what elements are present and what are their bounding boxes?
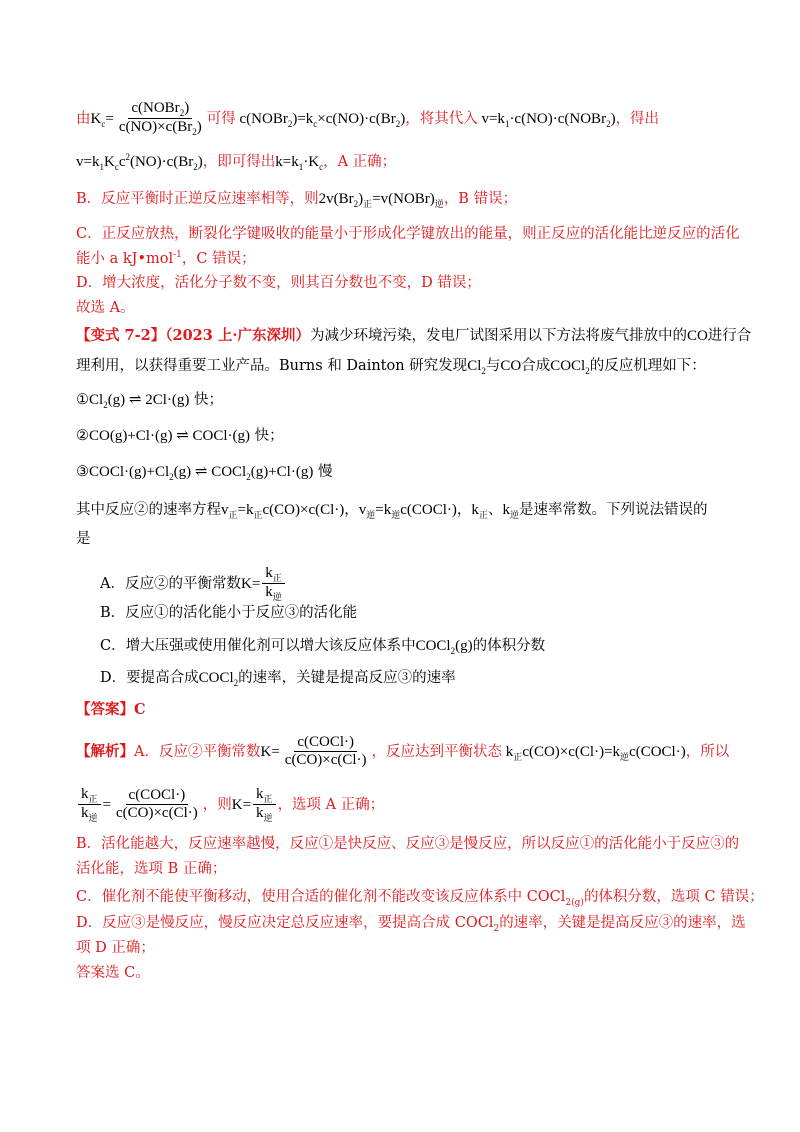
solution-d: D．增大浓度，活化分子数不变，则其百分数也不变，D 错误； [76,275,481,291]
analysis-a-line2: $\frac{k_正}{k_逆}$ = $\frac{\text{c(COCl·)}}{c(CO)\times c(Cl\cdot)}$ ，则K= $\frac{k_正}{k_逆}$ ，选项 A 正确； [76,786,730,824]
kc-fraction: $\frac{c(NOBr_2)}{c(NO)\times c(Br_2)}$ [118,100,202,138]
variant-intro-2: 理利用，以获得重要工业产品。Burns 和 Dainton 研究发现$Cl_2$与CO合成COCl$_2$的反应机理如下： [76,358,706,376]
solution-b: B．反应平衡时正逆反应速率相等，则$2v(Br_2)_正=v(NOBr)_逆$，B 错误； [76,191,518,209]
option-a[interactable]: A．反应②的平衡常数K= $\frac{k_正}{k_逆}$ [100,565,730,603]
text: 快； [194,392,224,408]
text: ③ [76,464,89,480]
text: ，则 [202,796,232,813]
option-d[interactable]: D．要提高合成COCl$_2$的速率，关键是提高反应③的速率 [100,670,456,688]
analysis-d-line2: 项 D 正确； [76,940,155,956]
text: ，反应达到平衡状态 [371,743,503,760]
text: 的反应机理如下： [589,358,706,374]
text: A．反应②平衡常数 [134,743,261,760]
text: 与 [485,358,501,374]
text: D．反应③是慢反应，慢反应决定总反应速率，要提高合成 COCl [76,915,494,931]
variant-tag: 【变式 7-2】 [76,327,166,344]
text: 合成 [521,358,551,374]
question-line-1: 其中反应②的速率方程$v_正=k_正c(CO)\times c(Cl\cdot)$，$v_逆=k_逆c(COCl\cdot)$，$k_正$、$k_逆$是速率常数。下列说法错误的 [76,502,708,520]
text: -1 [173,250,182,260]
text: 的体积分数 [472,638,546,654]
text: 的速率，关键是提高反应③的速率 [238,670,456,686]
reaction-3: $③COCl\cdot(g)+Cl_2(g)$ ⇌ COCl$_2$(g)+Cl·(g) 慢 [76,464,333,482]
conc-ratio-fraction: $\frac{\text{c(COCl·)}}{c(CO)\times c(Cl\cdot)}$ [115,787,198,822]
text: 其中反应②的速率方程 [76,502,221,518]
solution-line-2: $v=k_1K_cc^2(NO)\cdot c(Br_2)$，即可得出$k=k_1\cdot K_c$，A 正确； [76,152,397,172]
solution-c-line2 [76,249,730,269]
analysis-d-line1 [76,914,746,935]
answer-line [76,700,730,720]
solution-conclusion: 故选 A。 [76,300,135,316]
analysis-b-line2: 活化能，选项 B 正确； [76,861,227,877]
reaction-1: $①Cl_2(g)$ ⇌ 2Cl·(g) 快； [76,392,224,410]
option-c[interactable]: C．增大压强或使用催化剂可以增大该反应体系中COCl$_2$(g)的体积分数 [100,638,546,656]
text: A．反应②的平衡常数 [100,575,241,592]
text: ② [76,428,89,444]
text: ，将其代入 [405,110,478,127]
solution-c-line1: C．正反应放热，断裂化学键吸收的能量小于形成化学键放出的能量，则正反应的活化能比逆反应的活化 [76,226,740,242]
k-eq-fraction: $\frac{\text{c(COCl·)}}{c(CO)\times c(Cl\cdot)}$ [284,734,367,769]
text: 、 [487,502,503,518]
text: D．要提高合成 [100,670,199,686]
analysis-final: 答案选 C。 [76,965,150,981]
text: ，即可得出 [202,154,276,170]
text: ，C 错误； [181,250,256,267]
text: ，B 错误； [443,191,518,207]
text: ， [456,502,472,518]
text: 进行合 [707,328,752,344]
text: ， [344,502,359,518]
text: 快； [254,428,284,444]
k-result-fraction: $\frac{k_正}{k_逆}$ [253,786,276,824]
text: 为减少环境污染，发电厂试图采用以下方法将废气排放中的 [309,328,687,344]
text: 是速率常数。下列说法错误的 [518,502,708,518]
analysis-c [76,888,764,909]
text: B．反应平衡时正逆反应速率相等，则 [76,191,319,207]
text: 慢 [317,464,333,480]
analysis-a-line1: 【解析】A．反应②平衡常数K= $\frac{\text{c(COCl·)}}{c(CO)\times c(Cl\cdot)}$ ，反应达到平衡状态 $k_正c(CO)\times c(Cl\cdot)=k_逆c(COCl\cdot)$，所以 [76,734,730,769]
text: 2(g) [565,897,584,908]
variant-source: （2023 上·广东深圳） [165,327,310,344]
option-b[interactable]: B．反应①的活化能小于反应③的活化能 [100,605,358,621]
text: 的体积分数，选项 C 错误； [583,889,764,905]
text: ，A 正确； [323,154,397,170]
question-line-2: 是 [76,531,91,547]
variant-intro-1: 【变式 7-2】（2023 上·广东深圳）为减少环境污染，发电厂试图采用以下方法将废气排放中的CO进行合 [76,327,752,344]
text: ，得出 [615,110,660,127]
text: 的速率，关键是提高反应③的速率，选 [499,915,746,931]
answer-value: C [134,701,146,718]
reaction-2: ②CO(g)+Cl·(g) ⇌ COCl·(g) 快； [76,428,284,444]
text: C．增大压强或使用催化剂可以增大该反应体系中 [100,638,416,654]
text: 由 [76,110,91,127]
k-ratio-fraction: $\frac{k_正}{k_逆}$ [78,786,101,824]
answer-label: 【答案】 [76,701,134,718]
text: ，所以 [685,743,730,760]
text: 理利用，以获得重要工业产品。Burns 和 Dainton 研究发现 [76,358,468,374]
analysis-b-line1: B．活化能越大，反应速率越慢，反应①是快反应、反应③是慢反应，所以反应①的活化能小于反应③的 [76,836,740,852]
text: ，选项 A 正确； [277,796,385,813]
text: 能小 a kJ•mol [76,250,174,267]
solution-line-1: 由$K_c=$ $\frac{c(NOBr_2)}{c(NO)\times c(Br_2)}$ 可得 $c(NOBr_2)=k_c\times c(NO)\cdot c(Br_2)$，将其代入 $v=k_1\cdot c(NO)\cdot c(NOBr_2)$，得出 [76,100,660,138]
analysis-label: 【解析】 [76,742,134,760]
text: ① [76,392,89,408]
text: 可得 [206,110,236,127]
text: 2 [493,923,500,934]
text: C．催化剂不能使平衡移动，使用合适的催化剂不能改变该反应体系中 COCl [76,889,566,905]
k-fraction: $\frac{k_正}{k_逆}$ [262,565,285,603]
